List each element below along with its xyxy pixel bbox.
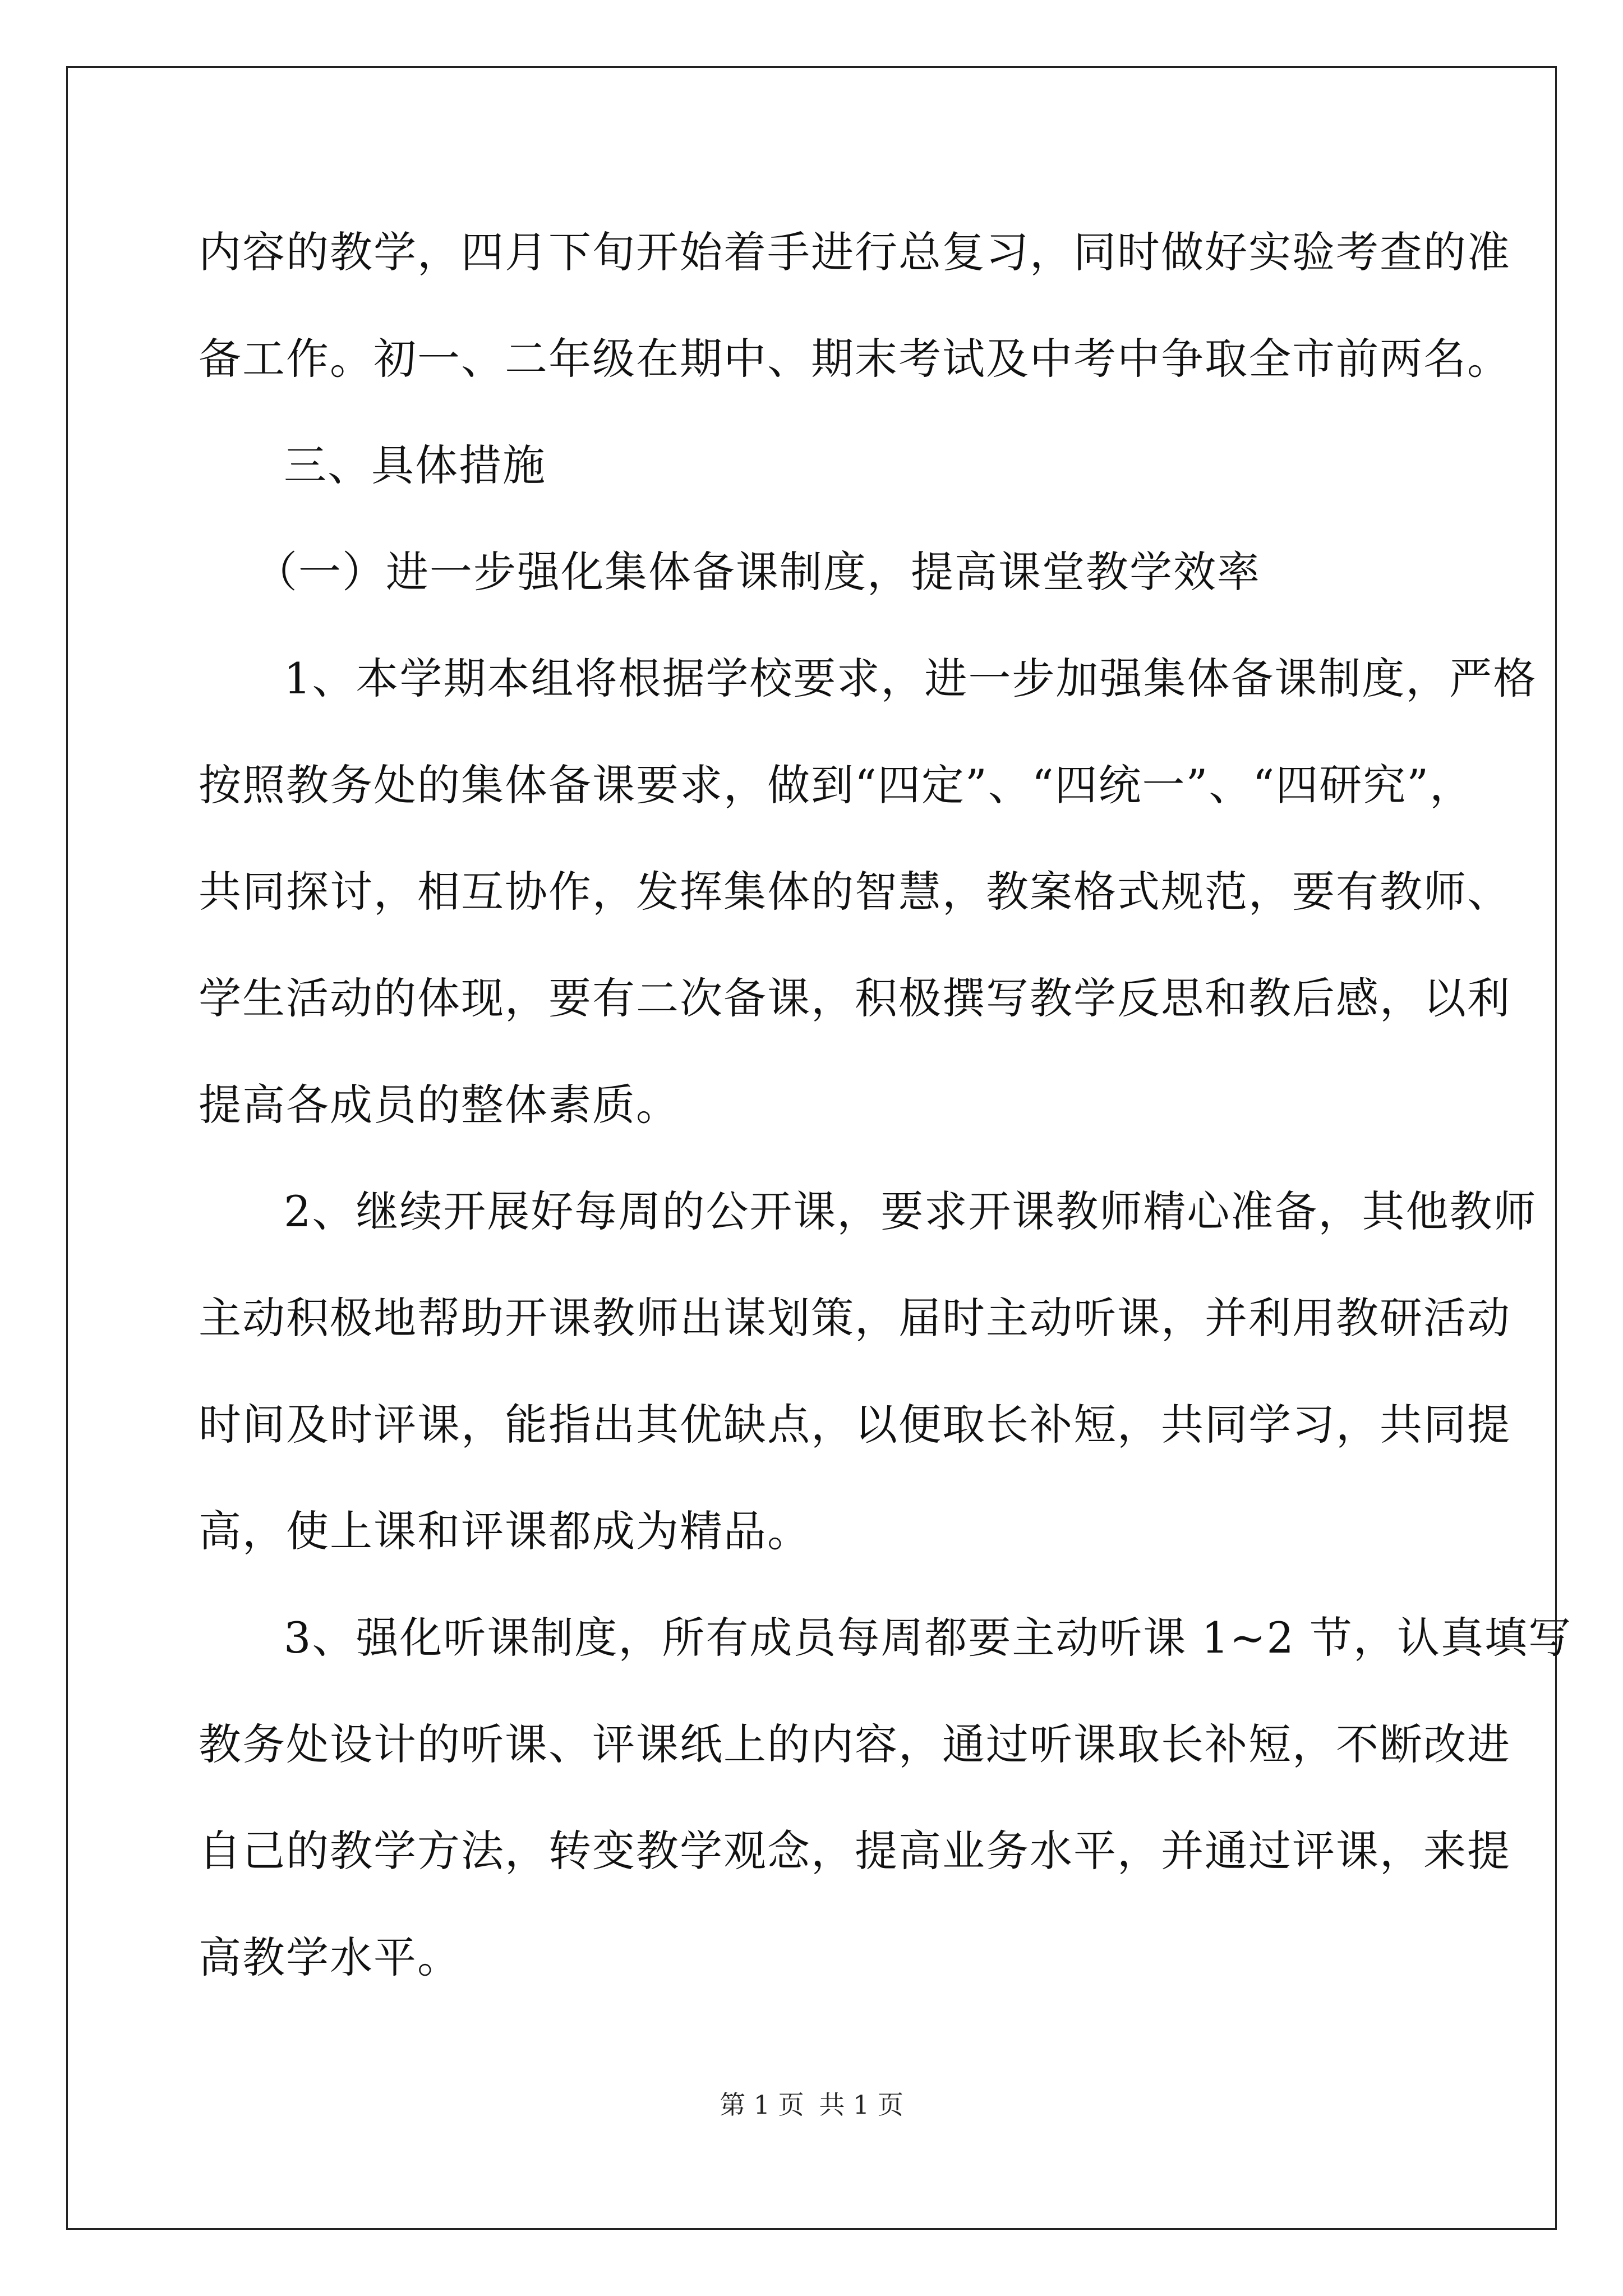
paragraph-line: 教务处设计的听课、评课纸上的内容，通过听课取长补短，不断改进 [199,1719,1511,1769]
section-heading: 三、具体措施 [284,440,546,490]
paragraph-line: 3、强化听课制度，所有成员每周都要主动听课 1~2 节，认真填写 [284,1613,1573,1663]
paragraph-line: 共同探讨，相互协作，发挥集体的智慧，教案格式规范，要有教师、 [199,867,1511,917]
paragraph-line: 高，使上课和评课都成为精品。 [199,1506,811,1556]
page-total: 共 1 页 [819,2090,903,2120]
paragraph-line: 学生活动的体现，要有二次备课，积极撰写教学反思和教后感，以利 [199,973,1511,1023]
paragraph-line: 主动积极地帮助开课教师出谋划策，届时主动听课，并利用教研活动 [199,1293,1511,1343]
paragraph-line: 自己的教学方法，转变教学观念，提高业务水平，并通过评课，来提 [199,1826,1511,1876]
paragraph-line: 备工作。初一、二年级在期中、期末考试及中考中争取全市前两名。 [199,334,1511,384]
paragraph-line: 按照教务处的集体备课要求，做到“四定”、“四统一”、“四研究”， [199,760,1474,810]
paragraph-line: 2、继续开展好每周的公开课，要求开课教师精心准备，其他教师 [284,1186,1537,1236]
page-footer [0,2088,1623,2122]
paragraph-line: 时间及时评课，能指出其优缺点，以便取长补短，共同学习，共同提 [199,1400,1511,1450]
document-body [199,210,1573,2022]
paragraph-line: 提高各成员的整体素质。 [199,1080,680,1130]
subsection-heading: （一）进一步强化集体备课制度，提高课堂教学效率 [255,547,1261,597]
paragraph-line: 内容的教学，四月下旬开始着手进行总复习，同时做好实验考查的准 [199,227,1511,277]
page-number: 第 1 页 [720,2090,804,2120]
paragraph-line: 1、本学期本组将根据学校要求，进一步加强集体备课制度，严格 [284,654,1537,703]
paragraph-line: 高教学水平。 [199,1932,461,1982]
